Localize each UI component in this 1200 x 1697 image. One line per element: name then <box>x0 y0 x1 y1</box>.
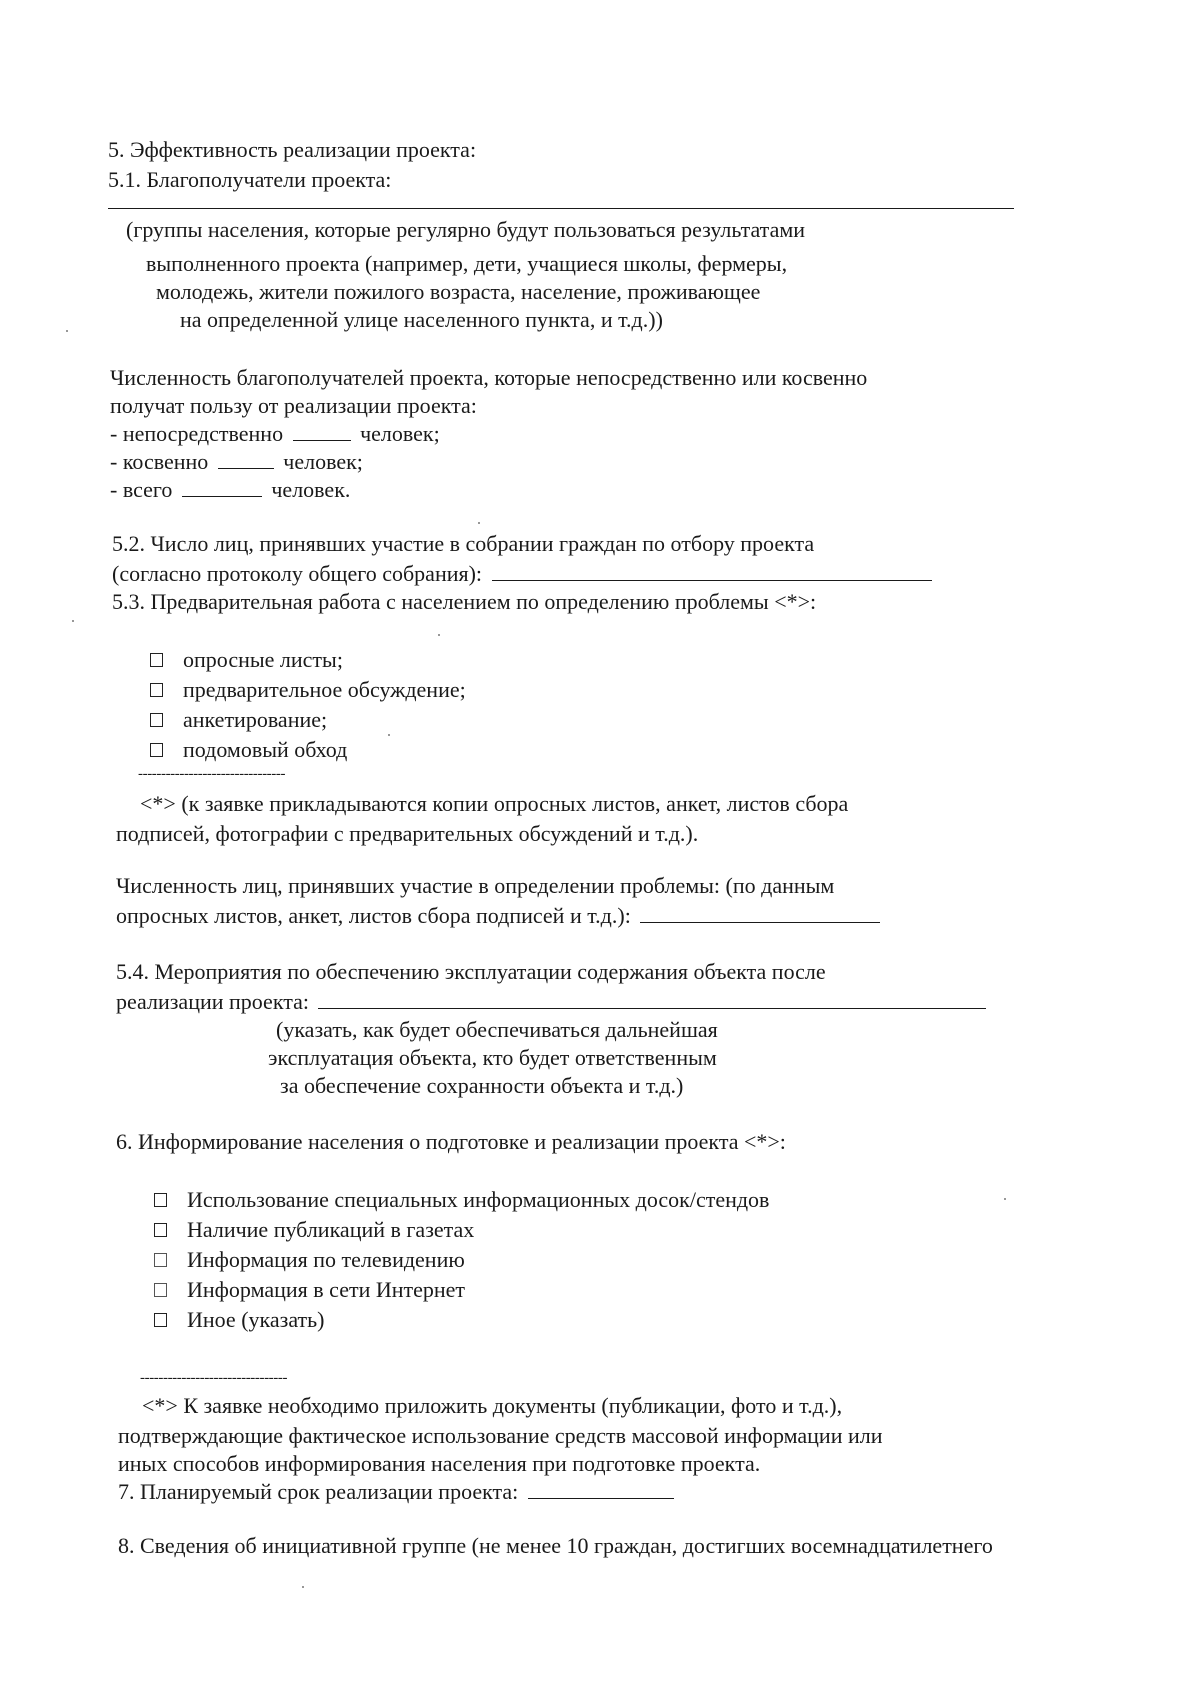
option-label: опросные листы; <box>183 647 343 672</box>
section-5-3-footnote: <*> (к заявке прикладываются копии опросных листов, анкет, листов сбора <box>140 791 849 816</box>
section-8-line: 8. Сведения об инициативной группе (не менее 10 граждан, достигших восемнадцатилетнего <box>118 1533 993 1558</box>
option-label: Иное (указать) <box>187 1307 325 1332</box>
option-survey-sheets[interactable] <box>150 646 343 674</box>
direct-unit: человек; <box>360 421 440 446</box>
footnote-separator: -------------------------------- <box>138 766 286 782</box>
option-label: Использование специальных информационных досок/стендов <box>187 1187 770 1212</box>
total-count-field[interactable] <box>182 476 262 497</box>
section-5-4-line: 5.4. Мероприятия по обеспечению эксплуатации содержания объекта после <box>116 959 826 984</box>
total-beneficiaries-row <box>110 476 350 504</box>
beneficiaries-input-line[interactable] <box>108 208 1014 209</box>
section-5-4-label: реализации проекта: <box>116 989 309 1014</box>
indirect-beneficiaries-row <box>110 448 363 476</box>
beneficiaries-count-intro: Численность благополучателей проекта, которые непосредственно или косвенно <box>110 365 868 390</box>
option-internet[interactable] <box>154 1276 465 1304</box>
scan-speck <box>438 634 440 636</box>
section-6-footnote: иных способов информирования населения при подготовке проекта. <box>118 1451 761 1476</box>
scan-speck <box>72 620 74 622</box>
maintenance-hint-line: (указать, как будет обеспечиваться дальнейшая <box>276 1017 718 1042</box>
direct-label: - непосредственно <box>110 421 284 446</box>
option-label: Наличие публикаций в газетах <box>187 1217 475 1242</box>
option-television[interactable] <box>154 1246 465 1274</box>
option-label: анкетирование; <box>183 707 328 732</box>
checkbox[interactable] <box>154 1283 167 1297</box>
indirect-label: - косвенно <box>110 449 209 474</box>
section-5-heading: 5. Эффективность реализации проекта: <box>108 137 477 162</box>
section-5-2-line: 5.2. Число лиц, принявших участие в собрании граждан по отбору проекта <box>112 531 815 556</box>
scan-speck <box>478 522 480 524</box>
total-unit: человек. <box>271 477 351 502</box>
beneficiaries-hint-line: выполненного проекта (например, дети, учащиеся школы, фермеры, <box>146 251 788 276</box>
option-info-boards[interactable] <box>154 1186 769 1214</box>
scan-speck <box>66 330 68 332</box>
checkbox[interactable] <box>150 743 163 757</box>
total-label: - всего <box>110 477 173 502</box>
section-7-label: 7. Планируемый срок реализации проекта: <box>118 1479 519 1504</box>
checkbox[interactable] <box>154 1253 167 1267</box>
maintenance-field[interactable] <box>318 988 986 1009</box>
beneficiaries-hint-line: молодежь, жители пожилого возраста, население, проживающее <box>156 279 761 304</box>
checkbox[interactable] <box>150 653 163 667</box>
indirect-unit: человек; <box>283 449 363 474</box>
option-questionnaire[interactable] <box>150 706 327 734</box>
section-5-1-title: 5.1. Благополучатели проекта: <box>108 167 392 192</box>
direct-count-field[interactable] <box>293 420 351 441</box>
section-7-line <box>118 1478 678 1506</box>
section-6-title: 6. Информирование населения о подготовке и реализации проекта <*>: <box>116 1129 786 1154</box>
option-label: Информация по телевидению <box>187 1247 465 1272</box>
problem-participants-line <box>116 902 884 930</box>
scan-speck <box>388 734 390 736</box>
implementation-period-field[interactable] <box>528 1478 674 1499</box>
option-label: предварительное обсуждение; <box>183 677 466 702</box>
option-other[interactable] <box>154 1306 325 1334</box>
option-preliminary-discussion[interactable] <box>150 676 466 704</box>
direct-beneficiaries-row <box>110 420 440 448</box>
beneficiaries-count-intro: получат пользу от реализации проекта: <box>110 393 477 418</box>
section-5-3-footnote: подписей, фотографии с предварительных обсуждений и т.д.). <box>116 821 699 846</box>
checkbox[interactable] <box>154 1193 167 1207</box>
problem-participants-line: Численность лиц, принявших участие в определении проблемы: (по данным <box>116 873 835 898</box>
section-6-footnote: подтверждающие фактическое использование средств массовой информации или <box>118 1423 883 1448</box>
maintenance-hint-line: эксплуатация объекта, кто будет ответственным <box>268 1045 717 1070</box>
section-5-4-line <box>116 988 990 1016</box>
beneficiaries-hint-line: на определенной улице населенного пункта, и т.д.)) <box>180 307 663 332</box>
section-6-footnote: <*> К заявке необходимо приложить документы (публикации, фото и т.д.), <box>142 1393 843 1418</box>
option-newspapers[interactable] <box>154 1216 474 1244</box>
problem-participants-field[interactable] <box>640 902 880 923</box>
beneficiaries-hint-line: (группы населения, которые регулярно будут пользоваться результатами <box>126 217 806 242</box>
meeting-participants-field[interactable] <box>492 560 932 581</box>
option-label: Информация в сети Интернет <box>187 1277 466 1302</box>
section-5-2-label: (согласно протоколу общего собрания): <box>112 561 483 586</box>
maintenance-hint-line: за обеспечение сохранности объекта и т.д.) <box>280 1073 684 1098</box>
footnote-separator: -------------------------------- <box>140 1370 288 1386</box>
checkbox[interactable] <box>154 1223 167 1237</box>
section-5-3-title: 5.3. Предварительная работа с населением по определению проблемы <*>: <box>112 589 817 614</box>
problem-participants-label: опросных листов, анкет, листов сбора подписей и т.д.): <box>116 903 631 928</box>
scan-speck <box>1004 1198 1006 1200</box>
checkbox[interactable] <box>150 683 163 697</box>
checkbox[interactable] <box>150 713 163 727</box>
scan-speck <box>302 1586 304 1588</box>
option-label: подомовый обход <box>183 737 348 762</box>
section-5-2-line <box>112 560 936 588</box>
indirect-count-field[interactable] <box>218 448 274 469</box>
checkbox[interactable] <box>154 1313 167 1327</box>
